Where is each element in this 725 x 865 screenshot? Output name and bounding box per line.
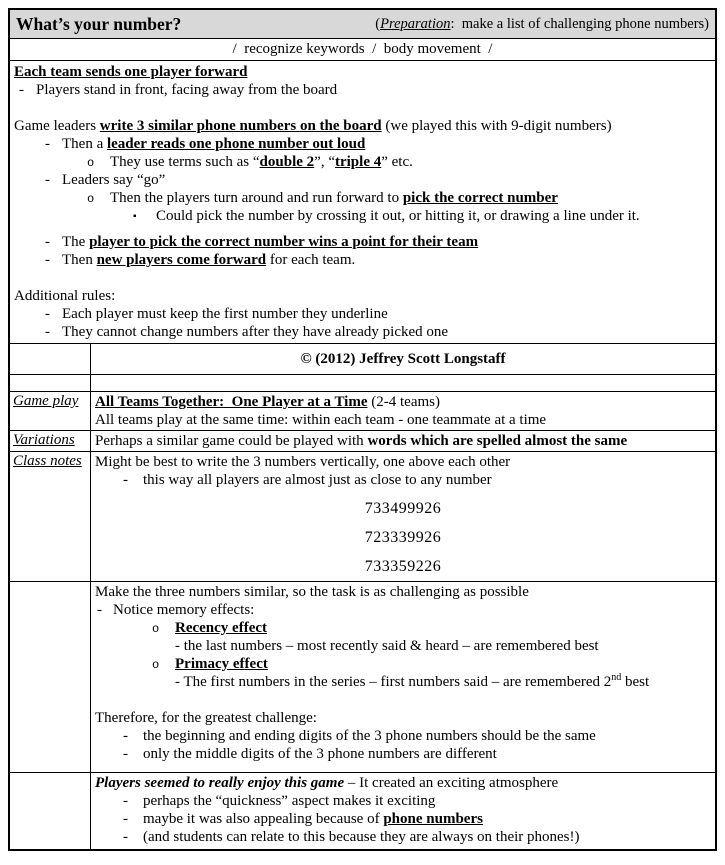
blank-line (14, 269, 711, 287)
class-notes-row (10, 452, 715, 582)
memory-effects-label-cell (10, 582, 91, 772)
text-line (14, 189, 711, 207)
bullet-marker: - (45, 306, 50, 322)
header-row (10, 10, 715, 39)
game-play-label: Game play (13, 393, 79, 409)
bullet-marker: o (87, 192, 95, 206)
text-segment: Players stand in front, facing away from the board (36, 82, 338, 98)
text-segment: player to pick the correct number wins a point for their team (89, 234, 479, 250)
text-segment: nd (611, 672, 622, 683)
text-line (14, 305, 711, 323)
bullet-marker: - (123, 728, 128, 744)
empty-label-cell (10, 375, 91, 391)
text-segment: (we played this with 9-digit numbers) (381, 118, 612, 134)
text-segment: Game leaders (14, 118, 100, 134)
text-segment: (2-4 teams) (367, 394, 440, 410)
game-play-label-cell (10, 392, 91, 430)
bullet-marker: - (45, 252, 50, 268)
bullet-marker: - (97, 602, 102, 618)
variations-row (10, 431, 715, 452)
game-play-content (91, 392, 715, 430)
text-line (14, 251, 711, 269)
text-segment: ”, “ (314, 154, 335, 170)
document-table (8, 8, 717, 851)
text-segment: maybe it was also appealing because of (143, 811, 384, 827)
text-line (95, 655, 711, 673)
text-segment: pick the correct number (402, 190, 558, 206)
text-line (95, 393, 711, 411)
text-segment: Notice memory effects: (113, 602, 255, 618)
text-segment: triple 4 (334, 154, 382, 170)
phone-number: 723339926 (364, 529, 442, 546)
text-segment: Preparation (380, 15, 451, 32)
text-segment: ” etc. (381, 154, 413, 170)
text-segment: ( (375, 15, 381, 32)
text-segment: Make the three numbers similar, so the task is as challenging as possible (95, 584, 529, 600)
text-segment: Leaders say “go” (62, 172, 166, 188)
text-segment: double 2 (259, 154, 315, 170)
text-segment: Then (62, 252, 97, 268)
phone-number: 733499926 (364, 500, 442, 517)
variations-label: Variations (13, 432, 75, 448)
text-line (14, 63, 711, 81)
text-line (14, 207, 711, 225)
text-segment: All Teams Together: One Player at a Time (95, 394, 368, 410)
text-line (95, 727, 711, 745)
text-segment: Perhaps a similar game could be played with (95, 433, 368, 449)
text-line (95, 828, 711, 846)
phone-number: 733359226 (364, 558, 442, 575)
copyright-row (10, 344, 715, 375)
text-line (95, 792, 711, 810)
text-line (95, 583, 711, 601)
copyright-text: © (2012) Jeffrey Scott Longstaff (300, 350, 506, 367)
text-segment: Each team sends one player forward (14, 64, 248, 80)
text-segment: (and students can relate to this because they are always on their phones!) (143, 829, 580, 845)
text-segment: They cannot change numbers after they have already picked one (62, 324, 449, 340)
main-rules-cell (10, 61, 715, 343)
bullet-marker: - (123, 829, 128, 845)
blank-line (14, 225, 711, 233)
text-line (95, 471, 711, 489)
empty-content-cell (91, 375, 715, 391)
text-segment: Could pick the number by crossing it out, or hitting it, or drawing a line under it. (156, 208, 640, 224)
text-line (95, 709, 711, 727)
text-segment: perhaps the “quickness” aspect makes it exciting (143, 793, 436, 809)
text-segment: best (621, 674, 650, 690)
memory-effects-row (10, 582, 715, 773)
text-line (95, 637, 711, 655)
text-segment: Primacy effect (175, 656, 268, 672)
text-segment: They use terms such as “ (110, 154, 260, 170)
bullet-marker: - (45, 136, 50, 152)
text-line (14, 153, 711, 171)
page-title: What’s your number? (16, 13, 182, 34)
copyright-label-cell (10, 344, 91, 374)
players-enjoyed-row (10, 773, 715, 849)
text-line (95, 673, 711, 691)
text-line (14, 135, 711, 153)
game-play-row (10, 392, 715, 431)
text-line (95, 745, 711, 763)
text-segment: the beginning and ending digits of the 3 phone numbers should be the same (143, 728, 596, 744)
class-notes-label: Class notes (13, 453, 82, 469)
text-segment: Each player must keep the first number they underline (62, 306, 388, 322)
text-segment: : make a list of challenging phone numbers) (450, 15, 709, 32)
keywords-row: / recognize keywords / body movement / (10, 39, 715, 61)
class-notes-content (91, 452, 715, 581)
blank-line (14, 99, 711, 117)
bullet-marker: - (45, 234, 50, 250)
text-line (14, 323, 711, 341)
variations-label-cell (10, 431, 91, 451)
bullet-marker: o (152, 622, 160, 636)
bullet-marker: - (45, 324, 50, 340)
class-notes-label-cell (10, 452, 91, 581)
text-segment: this way all players are almost just as close to any number (143, 472, 492, 488)
bullet-marker: o (87, 156, 95, 170)
text-line (14, 117, 711, 135)
text-segment: words which are spelled almost the same (367, 433, 628, 449)
bullet-marker: ▪ (133, 211, 137, 222)
text-line (95, 810, 711, 828)
text-line (95, 774, 711, 792)
text-line (95, 601, 711, 619)
bullet-marker: - (123, 793, 128, 809)
text-line (95, 619, 711, 637)
bullet-marker: - (123, 746, 128, 762)
text-segment: Players seemed to really enjoy this game (95, 775, 345, 791)
text-segment: Additional rules: (14, 288, 116, 304)
text-segment: for each team. (266, 252, 356, 268)
variations-content (91, 431, 715, 451)
text-line (14, 287, 711, 305)
text-segment: All teams play at the same time: within each team - one teammate at a time (95, 412, 547, 428)
text-segment: - the last numbers – most recently said & heard – are remembered best (175, 638, 599, 654)
text-segment: only the middle digits of the 3 phone numbers are different (143, 746, 497, 762)
memory-effects-content (91, 582, 715, 772)
text-segment: leader reads one phone number out loud (106, 136, 366, 152)
text-segment: Then the players turn around and run forward to (110, 190, 403, 206)
text-line (95, 432, 711, 450)
empty-row (10, 375, 715, 392)
text-line (14, 171, 711, 189)
players-enjoyed-content (91, 773, 715, 849)
bullet-marker: - (123, 811, 128, 827)
text-segment: Recency effect (175, 620, 268, 636)
text-segment: - The first numbers in the series – first numbers said – are remembered 2 (175, 674, 612, 690)
main-rules-row (10, 61, 715, 344)
text-segment: The (62, 234, 90, 250)
text-segment: – It created an exciting atmosphere (344, 775, 559, 791)
text-segment: new players come forward (96, 252, 267, 268)
text-segment: Then a (62, 136, 107, 152)
text-line (14, 233, 711, 251)
text-segment: phone numbers (383, 811, 483, 827)
text-segment: Might be best to write the 3 numbers vertically, one above each other (95, 454, 511, 470)
text-line (14, 81, 711, 99)
text-segment: Therefore, for the greatest challenge: (95, 710, 317, 726)
bullet-marker: - (45, 172, 50, 188)
bullet-marker: - (123, 472, 128, 488)
bullet-marker: o (152, 658, 160, 672)
bullet-marker: - (19, 82, 24, 98)
blank-line (95, 691, 711, 709)
text-segment: write 3 similar phone numbers on the board (99, 118, 382, 134)
text-line (95, 411, 711, 429)
preparation-note (375, 16, 709, 33)
text-line (95, 453, 711, 471)
players-enjoyed-label-cell (10, 773, 91, 849)
